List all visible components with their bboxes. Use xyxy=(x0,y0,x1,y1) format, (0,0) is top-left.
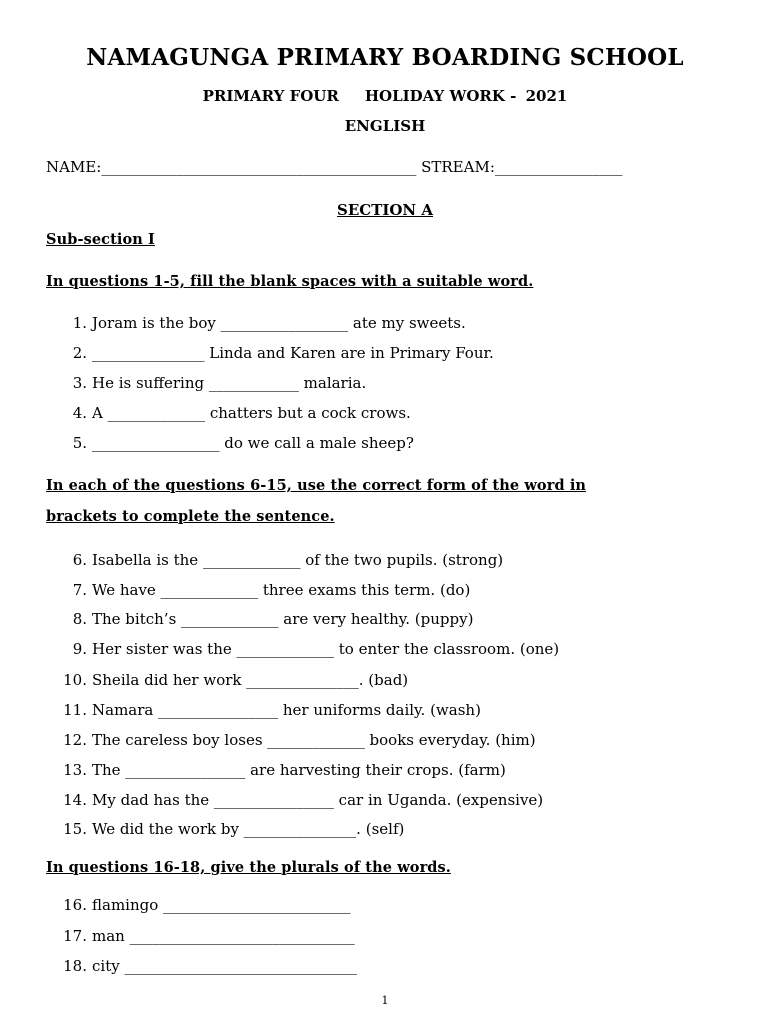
name-stream-line xyxy=(46,158,622,176)
question-text: My dad has the ________________ car in Uganda. (expensive) xyxy=(92,791,544,809)
question-number: 16. xyxy=(63,896,87,914)
question-text: Her sister was the _____________ to enter the classroom. (one) xyxy=(92,640,560,658)
subsection-title: Sub-section I xyxy=(46,231,155,248)
question-text: Isabella is the _____________ of the two pupils. (strong) xyxy=(92,551,504,569)
question-number: 7. xyxy=(72,581,87,599)
question-text: He is suffering ____________ malaria. xyxy=(92,374,367,392)
question-text: A _____________ chatters but a cock crows. xyxy=(92,404,411,422)
instruction-q6-15-line1: In each of the questions 6-15, use the correct form of the word in xyxy=(46,477,587,494)
question-number: 2. xyxy=(72,344,87,362)
question-number: 3. xyxy=(72,374,87,392)
question-text: The bitch’s _____________ are very healthy. (puppy) xyxy=(92,610,474,628)
question-number: 10. xyxy=(63,671,87,689)
question-number: 13. xyxy=(63,761,87,779)
question-text: man ______________________________ xyxy=(92,927,355,945)
question-text: flamingo _________________________ xyxy=(92,896,351,914)
question-number: 12. xyxy=(63,731,87,749)
section-title: SECTION A xyxy=(336,201,434,219)
question-number: 9. xyxy=(72,640,87,658)
name-label: NAME: xyxy=(46,158,102,176)
question-text: We have _____________ three exams this term. (do) xyxy=(92,581,471,599)
page-number: 1 xyxy=(381,994,389,1007)
question-number: 15. xyxy=(63,820,87,838)
question-text: Namara ________________ her uniforms daily. (wash) xyxy=(92,701,481,719)
question-number: 14. xyxy=(63,791,87,809)
question-number: 17. xyxy=(63,927,87,945)
question-number: 6. xyxy=(72,551,87,569)
year-label: 2021 xyxy=(525,87,568,105)
instruction-q6-15-line2: brackets to complete the sentence. xyxy=(46,508,335,525)
name-blank[interactable]: __________________________________________ xyxy=(101,158,417,176)
question-number: 5. xyxy=(72,434,87,452)
question-text: Joram is the boy _________________ ate my sweets. xyxy=(92,314,466,332)
question-text: The ________________ are harvesting their crops. (farm) xyxy=(92,761,506,779)
stream-blank[interactable]: _________________ xyxy=(494,158,623,176)
question-number: 8. xyxy=(72,610,87,628)
exam-subtitle xyxy=(0,87,770,105)
question-text: _________________ do we call a male sheep? xyxy=(92,434,414,452)
subject-title: ENGLISH xyxy=(344,117,426,135)
work-label: HOLIDAY WORK - xyxy=(364,87,517,105)
question-number: 18. xyxy=(63,957,87,975)
question-text: Sheila did her work _______________. (bad) xyxy=(92,671,409,689)
question-number: 1. xyxy=(72,314,87,332)
question-text: city _______________________________ xyxy=(92,957,357,975)
instruction-q16-18: In questions 16-18, give the plurals of the words. xyxy=(46,859,451,876)
stream-label: STREAM: xyxy=(421,158,495,176)
question-number: 4. xyxy=(72,404,87,422)
question-text: The careless boy loses _____________ books everyday. (him) xyxy=(92,731,536,749)
school-name: NAMAGUNGA PRIMARY BOARDING SCHOOL xyxy=(86,44,684,71)
class-label: PRIMARY FOUR xyxy=(202,87,339,105)
instruction-q1-5: In questions 1-5, fill the blank spaces with a suitable word. xyxy=(46,273,534,290)
question-text: We did the work by _______________. (self) xyxy=(92,820,405,838)
question-number: 11. xyxy=(63,701,87,719)
question-text: _______________ Linda and Karen are in Primary Four. xyxy=(92,344,494,362)
